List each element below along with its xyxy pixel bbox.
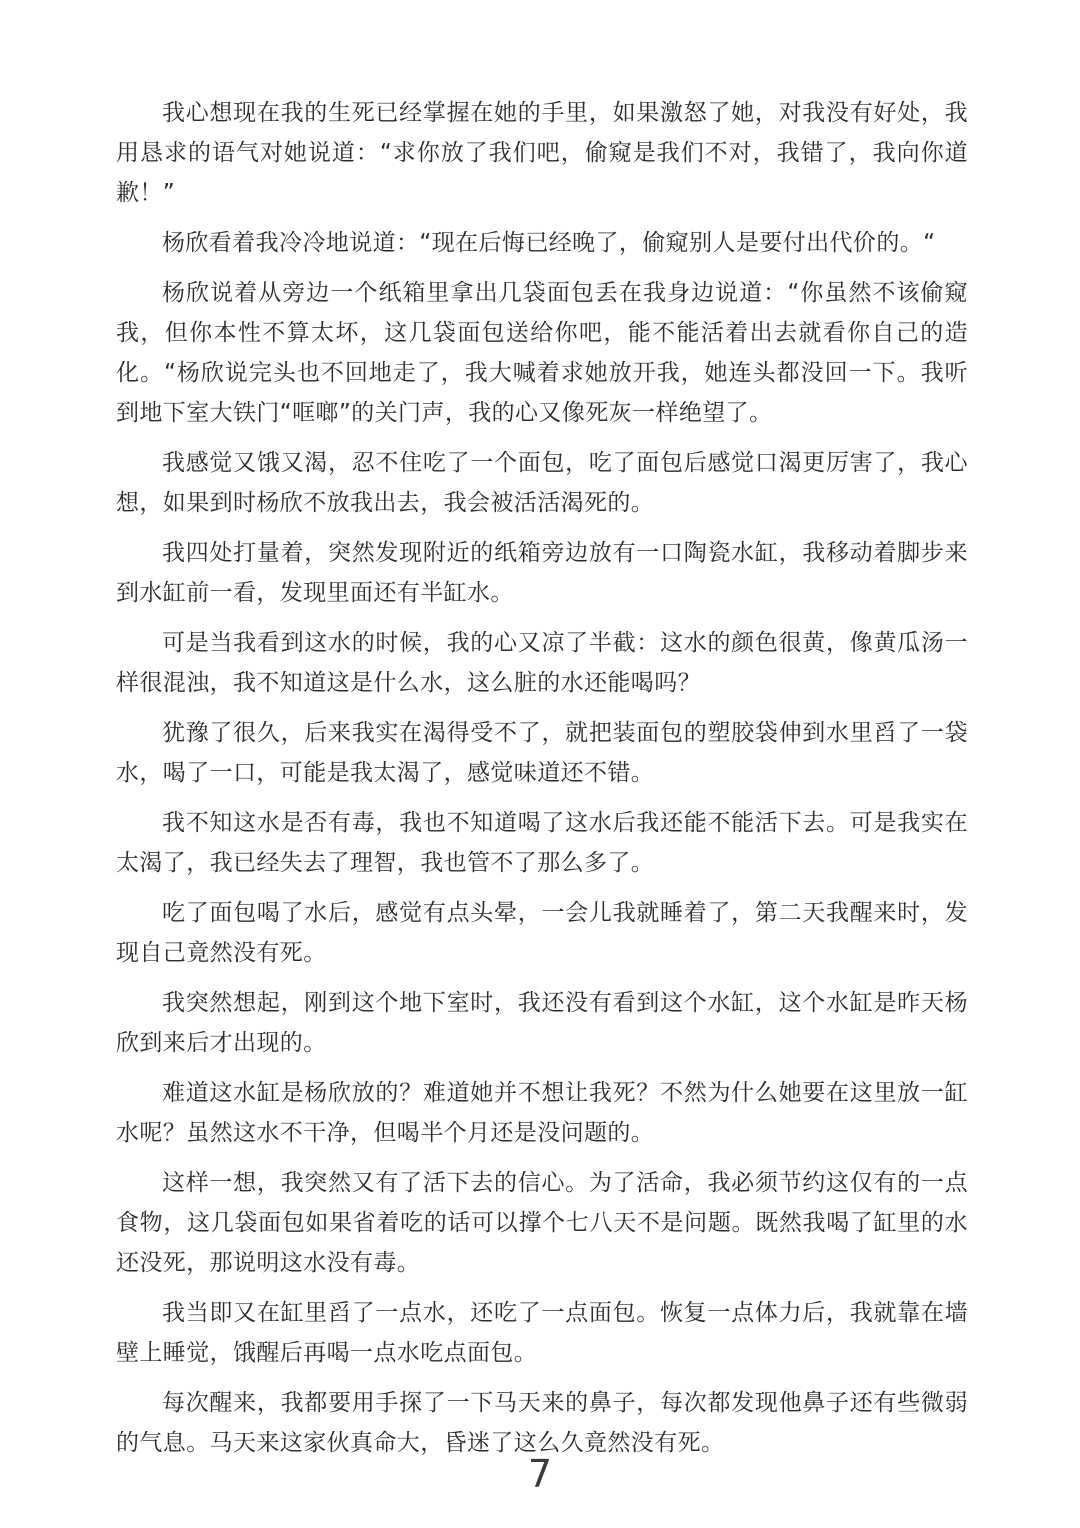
paragraph: 难道这水缸是杨欣放的？难道她并不想让我死？不然为什么她要在这里放一缸水呢？虽然这水不干净，但喝半个月还是没问题的。 bbox=[116, 1080, 968, 1146]
paragraph: 我心想现在我的生死已经掌握在她的手里，如果激怒了她，对我没有好处，我用恳求的语气对她说道：“求你放了我们吧，偷窥是我们不对，我错了，我向你道歉！” bbox=[116, 100, 968, 206]
paragraph: 我感觉又饿又渴，忍不住吃了一个面包，吃了面包后感觉口渴更厉害了，我心想，如果到时杨欣不放我出去，我会被活活渴死的。 bbox=[116, 450, 968, 516]
paragraph: 杨欣看着我冷冷地说道：“现在后悔已经晚了，偷窥别人是要付出代价的。“ bbox=[162, 230, 936, 256]
paragraph: 我当即又在缸里舀了一点水，还吃了一点面包。恢复一点体力后，我就靠在墙壁上睡觉，饿醒后再喝一点水吃点面包。 bbox=[116, 1300, 968, 1366]
paragraph: 我不知这水是否有毒，我也不知道喝了这水后我还能不能活下去。可是我实在太渴了，我已经失去了理智，我也管不了那么多了。 bbox=[116, 810, 968, 876]
paragraph: 可是当我看到这水的时候，我的心又凉了半截：这水的颜色很黄，像黄瓜汤一样很混浊，我不知道这是什么水，这么脏的水还能喝吗？ bbox=[116, 630, 968, 696]
paragraph: 犹豫了很久，后来我实在渴得受不了，就把装面包的塑胶袋伸到水里舀了一袋水，喝了一口，可能是我太渴了，感觉味道还不错。 bbox=[116, 720, 968, 786]
paragraph: 我四处打量着，突然发现附近的纸箱旁边放有一口陶瓷水缸，我移动着脚步来到水缸前一看，发现里面还有半缸水。 bbox=[116, 540, 968, 606]
paragraph: 我突然想起，刚到这个地下室时，我还没有看到这个水缸，这个水缸是昨天杨欣到来后才出现的。 bbox=[116, 990, 968, 1056]
paragraph: 杨欣说着从旁边一个纸箱里拿出几袋面包丢在我身边说道：“你虽然不该偷窥我，但你本性不算太坏，这几袋面包送给你吧，能不能活着出去就看你自己的造化。“杨欣说完头也不回地走了，我大喊着求她放开我，她连头都没回一下。我听到地下室大铁门“哐啷”的关门声，我的心又像死灰一样绝望了。 bbox=[116, 280, 968, 426]
paragraph: 吃了面包喝了水后，感觉有点头晕，一会儿我就睡着了，第二天我醒来时，发现自己竟然没有死。 bbox=[116, 900, 968, 966]
page-number: 7 bbox=[527, 1452, 553, 1496]
document-body bbox=[116, 93, 968, 1473]
paragraph: 这样一想，我突然又有了活下去的信心。为了活命，我必须节约这仅有的一点食物，这几袋面包如果省着吃的话可以撑个七八天不是问题。既然我喝了缸里的水还没死，那说明这水没有毒。 bbox=[116, 1170, 968, 1276]
paragraph: 每次醒来，我都要用手探了一下马天来的鼻子，每次都发现他鼻子还有些微弱的气息。马天来这家伙真命大，昏迷了这么久竟然没有死。 bbox=[116, 1390, 968, 1456]
